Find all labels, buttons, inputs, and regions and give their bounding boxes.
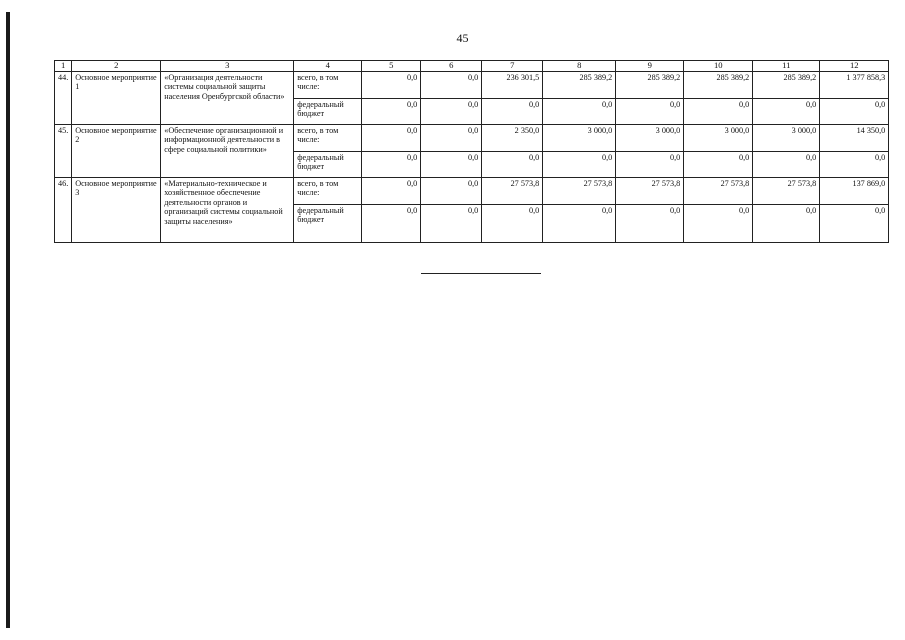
- funding-source: федеральный бюджет: [294, 204, 362, 242]
- value-cell: 0,0: [421, 204, 482, 242]
- column-header: 5: [362, 61, 421, 72]
- event-title: «Организация деятельности системы социальной защиты населения Оренбургской области»: [161, 71, 294, 124]
- value-cell: 14 350,0: [820, 124, 889, 151]
- value-cell: 1 377 858,3: [820, 71, 889, 98]
- event-name: Основное мероприятие 2: [72, 124, 161, 177]
- funding-source: всего, в том числе:: [294, 124, 362, 151]
- row-number: 44.: [55, 71, 72, 124]
- value-cell: 27 573,8: [482, 177, 543, 204]
- value-cell: 0,0: [543, 151, 616, 177]
- value-cell: 0,0: [421, 151, 482, 177]
- value-cell: 27 573,8: [616, 177, 684, 204]
- header-row: [55, 61, 889, 72]
- end-of-table-rule: [421, 273, 541, 274]
- funding-source: федеральный бюджет: [294, 151, 362, 177]
- value-cell: 0,0: [421, 124, 482, 151]
- row-number: 45.: [55, 124, 72, 177]
- value-cell: 0,0: [753, 151, 820, 177]
- column-header: 8: [543, 61, 616, 72]
- value-cell: 0,0: [616, 151, 684, 177]
- column-header: 7: [482, 61, 543, 72]
- value-cell: 27 573,8: [684, 177, 753, 204]
- column-header: 9: [616, 61, 684, 72]
- value-cell: 285 389,2: [753, 71, 820, 98]
- funding-source: всего, в том числе:: [294, 177, 362, 204]
- value-cell: 27 573,8: [543, 177, 616, 204]
- value-cell: 2 350,0: [482, 124, 543, 151]
- funding-source: всего, в том числе:: [294, 71, 362, 98]
- value-cell: 0,0: [543, 204, 616, 242]
- column-header: 1: [55, 61, 72, 72]
- value-cell: 0,0: [421, 71, 482, 98]
- value-cell: 285 389,2: [543, 71, 616, 98]
- value-cell: 236 301,5: [482, 71, 543, 98]
- row-number: 46.: [55, 177, 72, 242]
- value-cell: 0,0: [482, 204, 543, 242]
- value-cell: 285 389,2: [684, 71, 753, 98]
- event-title: «Материально-техническое и хозяйственное обеспечение деятельности органов и организаций системы социальной защиты населения»: [161, 177, 294, 242]
- value-cell: 0,0: [820, 151, 889, 177]
- value-cell: 0,0: [616, 98, 684, 124]
- column-header: 2: [72, 61, 161, 72]
- value-cell: 0,0: [482, 98, 543, 124]
- value-cell: 0,0: [362, 124, 421, 151]
- value-cell: 0,0: [753, 98, 820, 124]
- column-header: 10: [684, 61, 753, 72]
- event-title: «Обеспечение организационной и информационной деятельности в сфере социальной политики»: [161, 124, 294, 177]
- value-cell: 0,0: [362, 71, 421, 98]
- column-header: 3: [161, 61, 294, 72]
- scan-edge-bar: [6, 12, 10, 628]
- page-number: 45: [456, 31, 469, 45]
- value-cell: 3 000,0: [543, 124, 616, 151]
- value-cell: 3 000,0: [753, 124, 820, 151]
- value-cell: 0,0: [421, 177, 482, 204]
- column-header: 6: [421, 61, 482, 72]
- table-row: [55, 177, 889, 204]
- value-cell: 0,0: [753, 204, 820, 242]
- value-cell: 0,0: [616, 204, 684, 242]
- value-cell: 0,0: [362, 98, 421, 124]
- value-cell: 0,0: [820, 204, 889, 242]
- column-header: 11: [753, 61, 820, 72]
- funding-source: федеральный бюджет: [294, 98, 362, 124]
- value-cell: 0,0: [820, 98, 889, 124]
- value-cell: 0,0: [421, 98, 482, 124]
- value-cell: 0,0: [482, 151, 543, 177]
- value-cell: 0,0: [684, 151, 753, 177]
- event-name: Основное мероприятие 3: [72, 177, 161, 242]
- event-name: Основное мероприятие 1: [72, 71, 161, 124]
- value-cell: 285 389,2: [616, 71, 684, 98]
- value-cell: 137 869,0: [820, 177, 889, 204]
- value-cell: 3 000,0: [616, 124, 684, 151]
- value-cell: 0,0: [684, 204, 753, 242]
- value-cell: 27 573,8: [753, 177, 820, 204]
- value-cell: 0,0: [362, 151, 421, 177]
- table-row: [55, 124, 889, 151]
- value-cell: 0,0: [684, 98, 753, 124]
- value-cell: 0,0: [543, 98, 616, 124]
- value-cell: 0,0: [362, 204, 421, 242]
- column-header: 12: [820, 61, 889, 72]
- table-row: [55, 71, 889, 98]
- column-header: 4: [294, 61, 362, 72]
- value-cell: 0,0: [362, 177, 421, 204]
- value-cell: 3 000,0: [684, 124, 753, 151]
- budget-table: [54, 60, 889, 243]
